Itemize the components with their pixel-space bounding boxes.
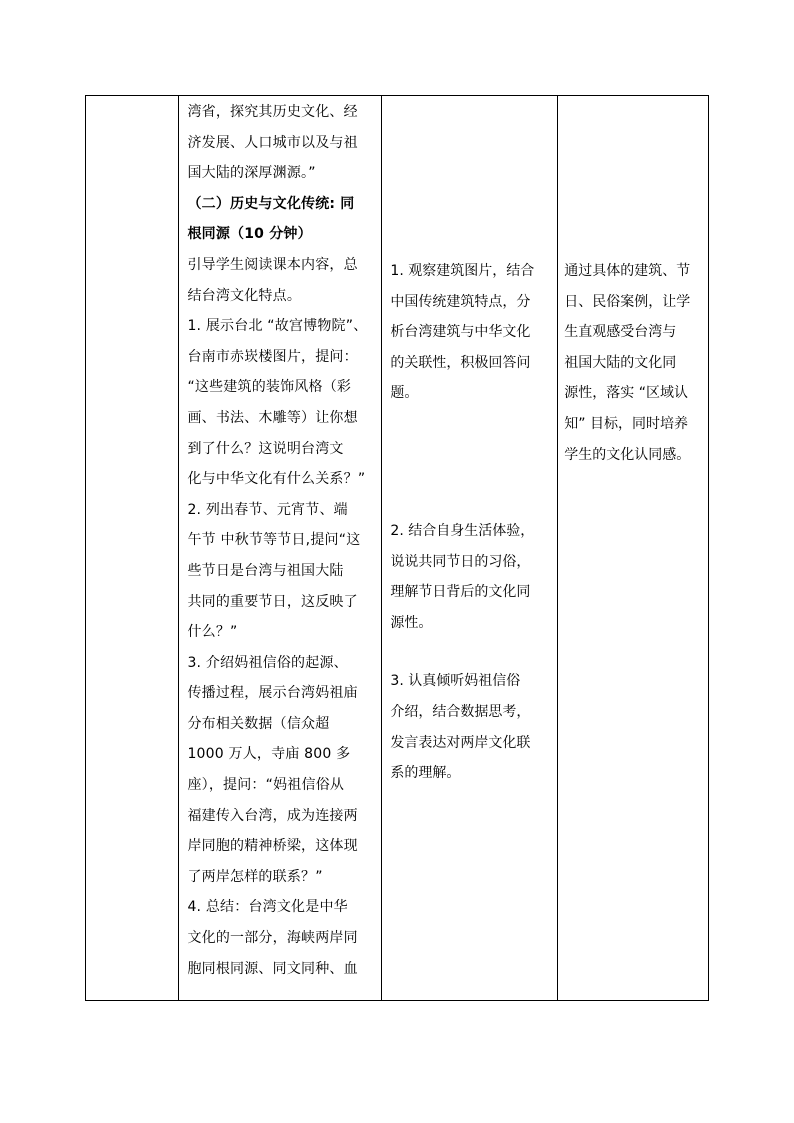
student-activity-block-3 (390, 666, 551, 788)
text-line: 日、民俗案例，让学 (564, 293, 691, 310)
student-activity-cell (382, 96, 558, 1001)
text-line: 介绍，结合数据思考， (390, 703, 531, 720)
text-line: （二）历史与文化传统: 同 (187, 195, 355, 212)
spacer (390, 638, 551, 666)
text-line: 岸同胞的精神桥梁，这体现 (187, 838, 358, 855)
text-line: 到了什么？这说明台湾文 (187, 440, 344, 457)
spacer (390, 96, 551, 256)
design-intent-text (558, 96, 708, 470)
text-line: 祖国大陆的文化同 (564, 354, 677, 371)
text-line: 1. 展示台北 “故宫博物院”、 (187, 318, 368, 335)
lesson-plan-table (85, 95, 709, 1001)
text-line: 系的理解。 (390, 765, 461, 782)
text-line: 传播过程，展示台湾妈祖庙 (187, 685, 358, 702)
text-line: 生直观感受台湾与 (564, 324, 677, 341)
text-line: 通过具体的建筑、节 (564, 263, 691, 279)
text-line: 济发展、人口城市以及与祖 (187, 134, 358, 151)
text-line: 湾省，探究其历史文化、经 (187, 104, 358, 120)
text-line: 3. 认真倾听妈祖信俗 (390, 673, 521, 690)
text-line: 画、书法、木雕等）让你想 (187, 409, 358, 426)
text-line: “这些建筑的装饰风格（彩 (187, 379, 352, 396)
text-line: 2. 结合自身生活体验， (390, 522, 535, 539)
text-line: 台南市赤崁楼图片，提问： (187, 348, 358, 365)
spacer (564, 96, 702, 256)
text-line: 1. 观察建筑图片，结合 (390, 263, 535, 279)
text-line: 福建传入台湾，成为连接两 (187, 807, 358, 824)
student-activity-text (382, 96, 557, 789)
design-intent-cell (558, 96, 709, 1001)
text-line: 知” 目标，同时培养 (564, 415, 688, 432)
text-line: 什么？” (187, 624, 238, 641)
text-line: 分布相关数据（信众超 (187, 715, 330, 732)
blank-cell (86, 96, 179, 1001)
text-line: 说说共同节日的习俗， (390, 553, 531, 570)
text-line: 的关联性，积极回答问 (390, 354, 531, 371)
text-line: 中国传统建筑特点，分 (390, 293, 531, 310)
text-line: 结台湾文化特点。 (187, 287, 302, 304)
text-line: 源性。 (390, 614, 433, 631)
text-line: 2. 列出春节、元宵节、端 (187, 501, 348, 518)
text-line: 理解节日背后的文化同 (390, 584, 531, 601)
text-line: 了两岸怎样的联系？” (187, 868, 323, 885)
teacher-activity-text (179, 96, 381, 984)
text-line: 4. 总结：台湾文化是中华 (187, 899, 348, 916)
table-row (86, 96, 709, 1001)
text-line: 共同的重要节日，这反映了 (187, 593, 358, 610)
text-line: 引导学生阅读课本内容，总 (187, 256, 358, 273)
text-line: 析台湾建筑与中华文化 (390, 324, 531, 341)
text-line: 国大陆的深厚渊源。” (187, 165, 316, 182)
spacer (390, 409, 551, 516)
design-intent-block (564, 256, 702, 470)
text-line: 3. 介绍妈祖信俗的起源、 (187, 654, 348, 671)
text-line: 学生的文化认同感。 (564, 446, 691, 463)
text-line: 午节 中秋节等节日,提问“这 (187, 532, 361, 549)
student-activity-block-2 (390, 516, 551, 638)
text-line: 发言表达对两岸文化联 (390, 734, 531, 751)
text-line: 题。 (390, 385, 419, 402)
text-line: 1000 万人，寺庙 800 多 (187, 746, 351, 763)
text-line: 胞同根同源、同文同种、血 (187, 960, 358, 977)
text-line: 文化的一部分，海峡两岸同 (187, 930, 358, 947)
text-line: 座），提问：“妈祖信俗从 (187, 777, 345, 794)
student-activity-block-1 (390, 256, 551, 409)
text-line: 化与中华文化有什么关系？” (187, 471, 366, 488)
text-line: 些节日是台湾与祖国大陆 (187, 562, 344, 579)
teacher-activity-cell (179, 96, 382, 1001)
text-line: 根同源（10 分钟） (187, 226, 312, 243)
text-line: 源性，落实 “区域认 (564, 385, 688, 402)
